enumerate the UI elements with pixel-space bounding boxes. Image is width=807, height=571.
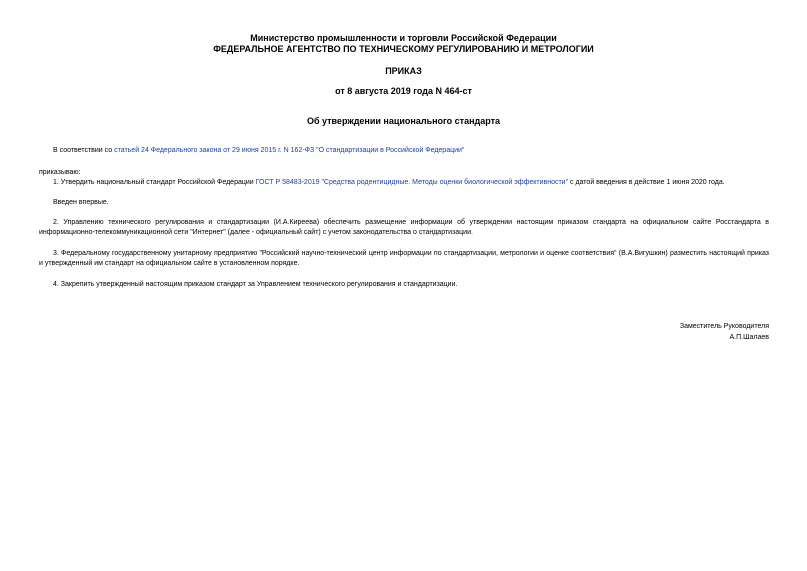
ministry-title: Министерство промышленности и торговли Российской Федерации xyxy=(250,33,557,43)
item-1-prefix: 1. Утвердить национальный стандарт Российской Федерации xyxy=(53,179,256,186)
signatory-name: А.П.Шалаев xyxy=(729,334,769,341)
agency-title: ФЕДЕРАЛЬНОЕ АГЕНТСТВО ПО ТЕХНИЧЕСКОМУ РЕГУЛИРОВАНИЮ И МЕТРОЛОГИИ xyxy=(213,44,594,54)
signatory-position: Заместитель Руководителя xyxy=(679,323,769,330)
item-3-paragraph: 3. Федеральному государственному унитарному предприятию "Российский научно-технический центр информации по стандартизации, метрологии и оценке соответствия" (В.А.Вигушкин) разместить настоящий приказ и утвержденный им стандарт на официальном сайте в установленном порядке. xyxy=(39,250,769,267)
introduced-note: Введен впервые. xyxy=(53,199,109,206)
document-subject: Об утверждении национального стандарта xyxy=(306,116,501,126)
item-1-suffix: с датой введения в действие 1 июня 2020 года. xyxy=(568,179,725,186)
order-word: приказываю: xyxy=(39,169,81,176)
gost-standard-link[interactable]: ГОСТ Р 58483-2019 "Средства родентицидные. Методы оценки биологической эффективности" xyxy=(255,179,569,186)
preamble-paragraph xyxy=(39,146,769,156)
document-type: ПРИКАЗ xyxy=(385,66,422,76)
item-2-paragraph: 2. Управлению технического регулирования и стандартизации (И.А.Киреева) обеспечить размещение информации об утверждении настоящим приказом стандарта на официальном сайте Росстандарта в информационно-телекоммуникационной сети "Интернет" (далее - официальный сайт) с учетом законодательства о стандартизации. xyxy=(39,219,769,236)
document-date-number: от 8 августа 2019 года N 464-ст xyxy=(335,86,472,96)
item-4-paragraph: 4. Закрепить утвержденный настоящим приказом стандарт за Управлением технического регулирования и стандартизации. xyxy=(53,281,458,288)
preamble-prefix: В соответствии со xyxy=(53,147,115,154)
item-1-paragraph xyxy=(39,178,769,188)
federal-law-link[interactable]: статьей 24 Федерального закона от 29 июня 2015 г. N 162-ФЗ "О стандартизации в Российской Федерации" xyxy=(114,147,465,154)
